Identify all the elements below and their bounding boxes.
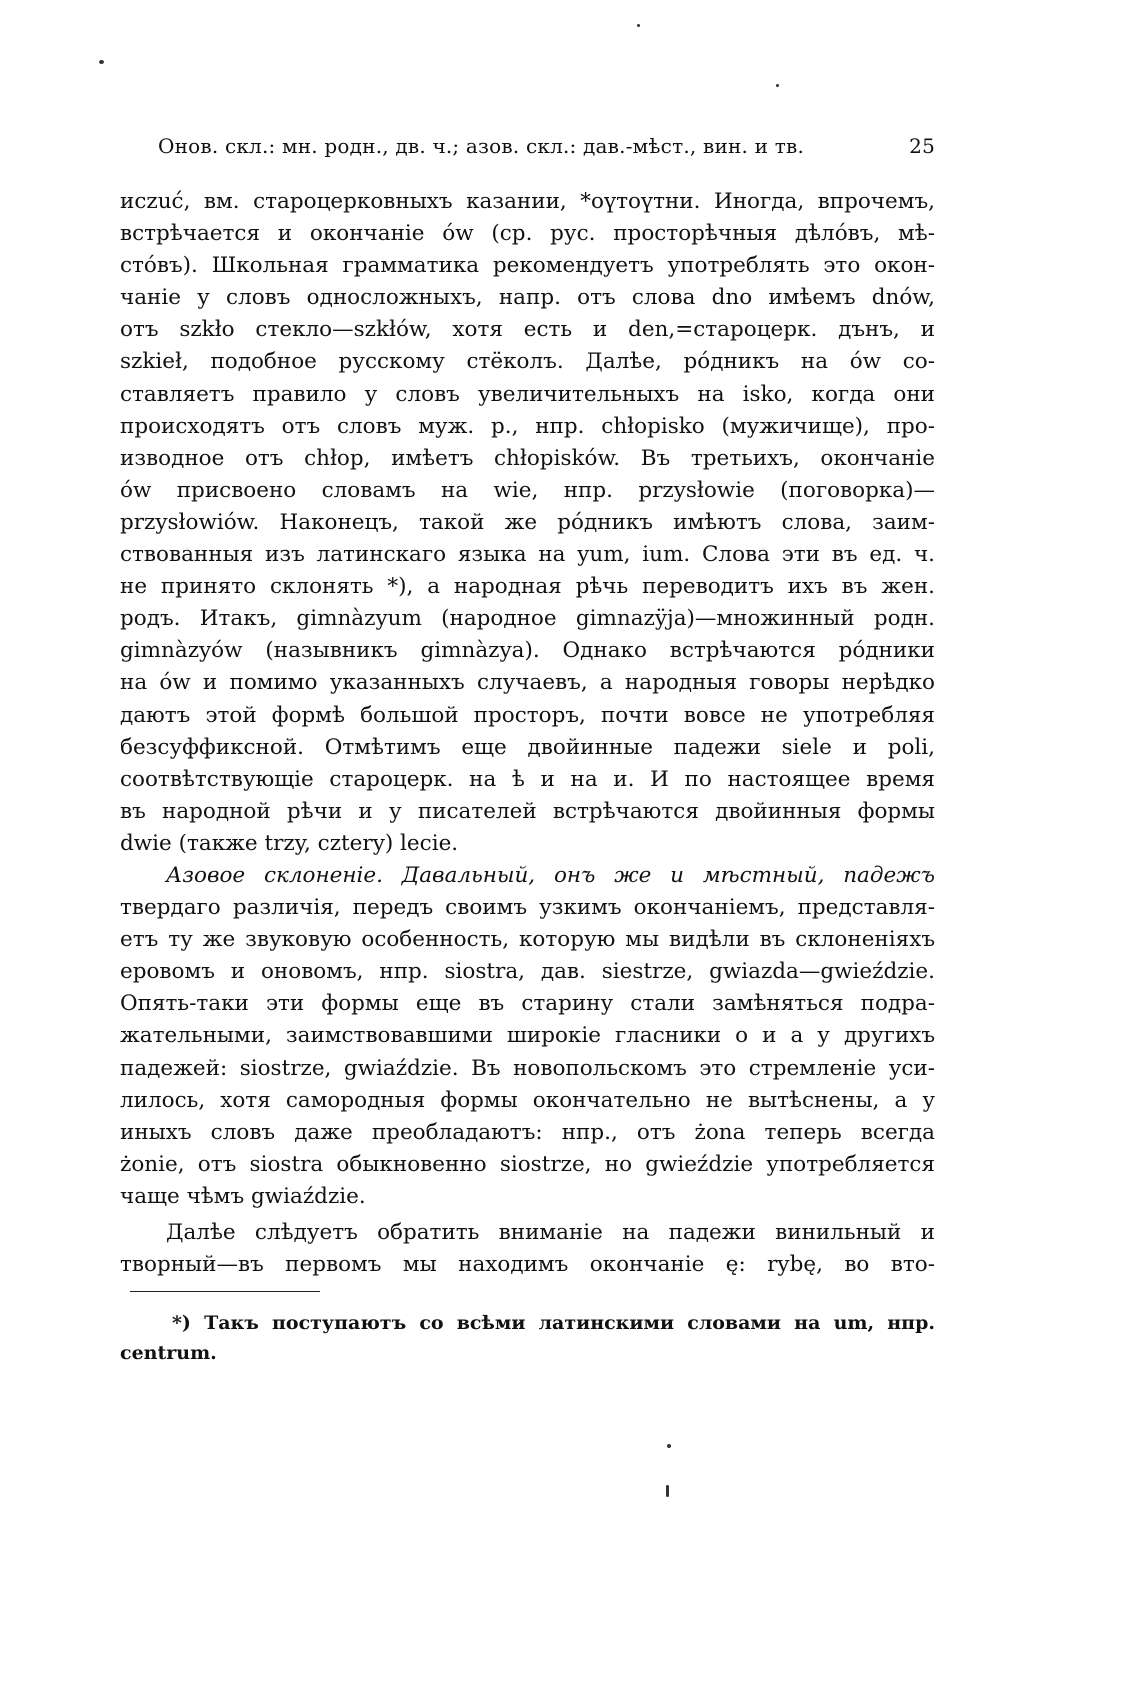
text-line: лилось, хотя самородныя формы окончательно не вытѣснены, а у <box>120 1087 935 1113</box>
footnote-line: *) Такъ поступаютъ со всѣми латинскими словами на um, нпр. <box>172 1312 935 1334</box>
ink-speck <box>637 24 640 27</box>
body-text <box>120 186 935 1281</box>
footnote-rule <box>130 1291 320 1292</box>
text-line: gimnàzyów (назывникъ gimnàzya). Однако встрѣчаются рóдники <box>120 638 935 664</box>
text-line: жательными, заимствовавшими широкіе гласники о и а у другихъ <box>120 1023 935 1049</box>
text-line: Опять-таки эти формы еще въ старину стали замѣняться подра- <box>120 991 935 1017</box>
ink-speck <box>666 1485 669 1497</box>
text-line: ствованныя изъ латинскаго языка на yum, ium. Слова эти въ ед. ч. <box>120 542 935 568</box>
text-line: на ów и помимо указанныхъ случаевъ, а народныя говоры нерѣдко <box>120 670 935 696</box>
running-header <box>158 134 935 158</box>
running-title: Онов. скл.: мн. родн., дв. ч.; азов. скл.: дав.-мѣст., вин. и тв. <box>158 134 805 158</box>
text-line: даютъ этой формѣ большой просторъ, почти вовсе не употребляя <box>120 702 935 728</box>
text-line: соотвѣтствующіе староцерк. на ѣ и на и. И по настоящее время <box>120 766 935 792</box>
text-line: отъ szkło стекло—szkłów, хотя есть и den,=староцерк. дънъ, и <box>120 317 935 343</box>
text-line: Азовое склоненіе. Давальный, онъ же и мѣстный, падежъ <box>166 862 935 888</box>
text-line: иныхъ словъ даже преобладаютъ: нпр., отъ żona теперь всегда <box>120 1119 935 1145</box>
text-line: ów присвоено словамъ на wie, нпр. przysłowie (поговорка)— <box>120 477 935 503</box>
text-line: встрѣчается и окончаніе ów (ср. рус. просторѣчныя дѣлóвъ, мѣ- <box>120 221 935 247</box>
text-line: въ народной рѣчи и у писателей встрѣчаются двойинныя формы <box>120 798 935 824</box>
text-line: не принято склонять *), а народная рѣчь переводитъ ихъ въ жен. <box>120 574 935 600</box>
text-line: твердаго различія, передъ своимъ узкимъ окончаніемъ, представля- <box>120 895 935 921</box>
ink-speck <box>667 1444 671 1448</box>
text-line: dwie (также trzy, cztery) lecie. <box>120 830 459 856</box>
text-line: чаще чѣмъ gwiaździe. <box>120 1183 366 1209</box>
text-line: стóвъ). Школьная грамматика рекомендуетъ употреблять это окон- <box>120 253 935 279</box>
footnote <box>120 1308 935 1368</box>
ink-speck <box>99 60 104 64</box>
text-line: ставляетъ правило у словъ увеличительныхъ на isko, когда они <box>120 381 935 407</box>
text-line: еровомъ и оновомъ, нпр. siostra, дав. siestrze, gwiazda—gwieździe. <box>120 959 935 985</box>
text-line: чаніе у словъ односложныхъ, напр. отъ слова dno имѣемъ dnów, <box>120 285 935 311</box>
text-line: szkieł, подобное русскому стёколъ. Далѣе, рóдникъ на ów со- <box>120 349 935 375</box>
text-line: происходятъ отъ словъ муж. р., нпр. chłopisko (мужичище), про- <box>120 413 935 439</box>
text-line: изводное отъ chłop, имѣетъ chłopisków. Въ третьихъ, окончаніе <box>120 445 935 471</box>
text-line: етъ ту же звуковую особенность, которую мы видѣли въ склоненіяхъ <box>120 927 935 953</box>
book-page <box>120 0 935 1697</box>
text-line: творный—въ первомъ мы находимъ окончаніе ę: rybę, во вто- <box>120 1252 935 1278</box>
text-line: исzuć, вм. староцерковныхъ казании, *оүтоүтни. Иногда, впрочемъ, <box>120 189 935 214</box>
footnote-line: centrum. <box>120 1342 217 1364</box>
ink-speck <box>776 84 779 87</box>
text-line: безсуффиксной. Отмѣтимъ еще двойинные падежи siele и poli, <box>120 734 935 760</box>
text-line: żonie, отъ siostra обыкновенно siostrze, но gwieździe употребляется <box>120 1151 935 1177</box>
text-line: родъ. Итакъ, gimnàzyum (народное gimnazÿja)—множинный родн. <box>120 606 935 632</box>
text-line: Далѣе слѣдуетъ обратить вниманіе на падежи винильный и <box>166 1220 935 1245</box>
page-number: 25 <box>909 134 935 158</box>
text-line: падежей: siostrze, gwiaździe. Въ новопольскомъ это стремленіе уси- <box>120 1055 935 1081</box>
text-line: przysłowiów. Наконецъ, такой же рóдникъ имѣютъ слова, заим- <box>120 509 935 535</box>
